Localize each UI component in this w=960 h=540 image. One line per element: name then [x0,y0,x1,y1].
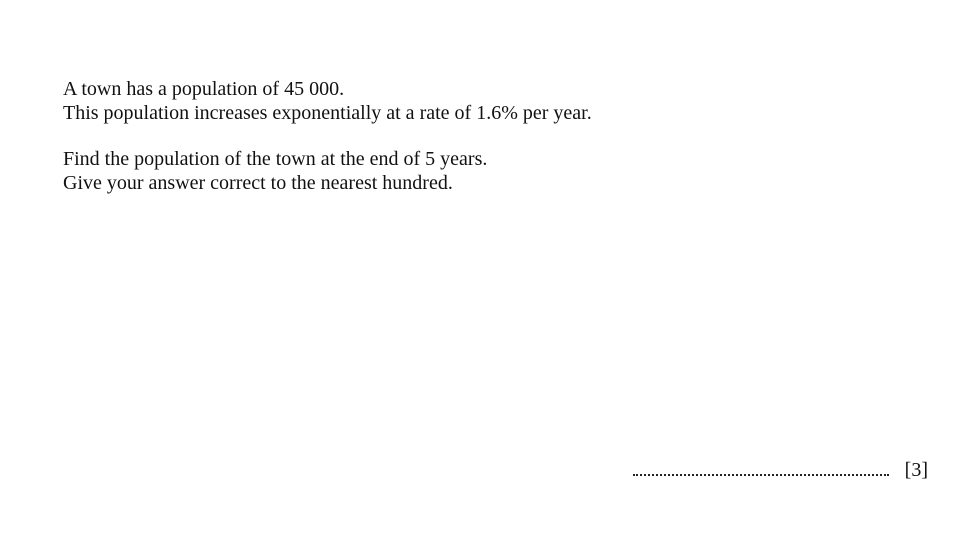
question-text [63,77,903,217]
question-line-find: Find the population of the town at the end of 5 years. [63,148,488,170]
question-stem [63,77,903,125]
question-line-population: A town has a population of 45 000. [63,78,345,100]
answer-row [633,456,928,482]
question-task [63,147,903,195]
answer-line[interactable] [633,456,889,476]
question-line-growth-rate: This population increases exponentially at a rate of 1.6% per year. [63,102,592,124]
marks-label: [3] [904,459,928,481]
question-line-rounding: Give your answer correct to the nearest hundred. [63,172,453,194]
